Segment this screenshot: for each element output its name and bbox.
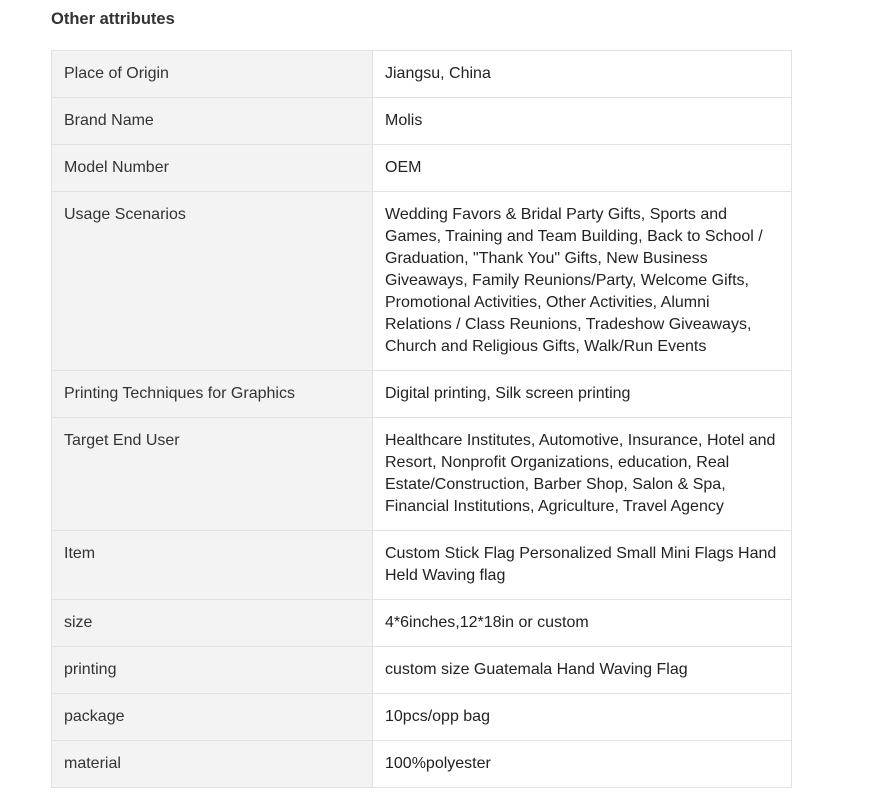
attribute-value: 4*6inches,12*18in or custom — [373, 600, 792, 647]
section-title: Other attributes — [51, 10, 175, 28]
attribute-label: Brand Name — [52, 98, 373, 145]
attribute-value: 10pcs/opp bag — [373, 694, 792, 741]
attribute-value: 100%polyester — [373, 741, 792, 788]
attribute-label: Target End User — [52, 418, 373, 531]
attribute-value: custom size Guatemala Hand Waving Flag — [373, 647, 792, 694]
attribute-label: size — [52, 600, 373, 647]
table-row — [52, 418, 792, 531]
attribute-value: Wedding Favors & Bridal Party Gifts, Sports and Games, Training and Team Building, Back to School / Graduation, "Thank You" Gifts, New Business Giveaways, Family Reunions/Party, Welcome Gifts, Promotional Activities, Other Activities, Alumni Relations / Class Reunions, Tradeshow Giveaways, Church and Religious Gifts, Walk/Run Events — [373, 192, 792, 371]
table-row — [52, 600, 792, 647]
table-row — [52, 647, 792, 694]
attributes-table — [51, 50, 792, 788]
table-row — [52, 192, 792, 371]
attribute-value: Healthcare Institutes, Automotive, Insurance, Hotel and Resort, Nonprofit Organizations, education, Real Estate/Construction, Barber Shop, Salon & Spa, Financial Institutions, Agriculture, Travel Agency — [373, 418, 792, 531]
attribute-label: package — [52, 694, 373, 741]
attribute-label: Place of Origin — [52, 51, 373, 98]
table-row — [52, 371, 792, 418]
attribute-label: Item — [52, 531, 373, 600]
table-row — [52, 741, 792, 788]
attribute-value: Digital printing, Silk screen printing — [373, 371, 792, 418]
table-row — [52, 51, 792, 98]
attribute-label: material — [52, 741, 373, 788]
attribute-label: Printing Techniques for Graphics — [52, 371, 373, 418]
attribute-label: Usage Scenarios — [52, 192, 373, 371]
attribute-label: Model Number — [52, 145, 373, 192]
attribute-value: OEM — [373, 145, 792, 192]
table-row — [52, 531, 792, 600]
table-row — [52, 98, 792, 145]
table-row — [52, 694, 792, 741]
attribute-value: Custom Stick Flag Personalized Small Mini Flags Hand Held Waving flag — [373, 531, 792, 600]
attribute-value: Molis — [373, 98, 792, 145]
attribute-value: Jiangsu, China — [373, 51, 792, 98]
table-row — [52, 145, 792, 192]
attribute-label: printing — [52, 647, 373, 694]
